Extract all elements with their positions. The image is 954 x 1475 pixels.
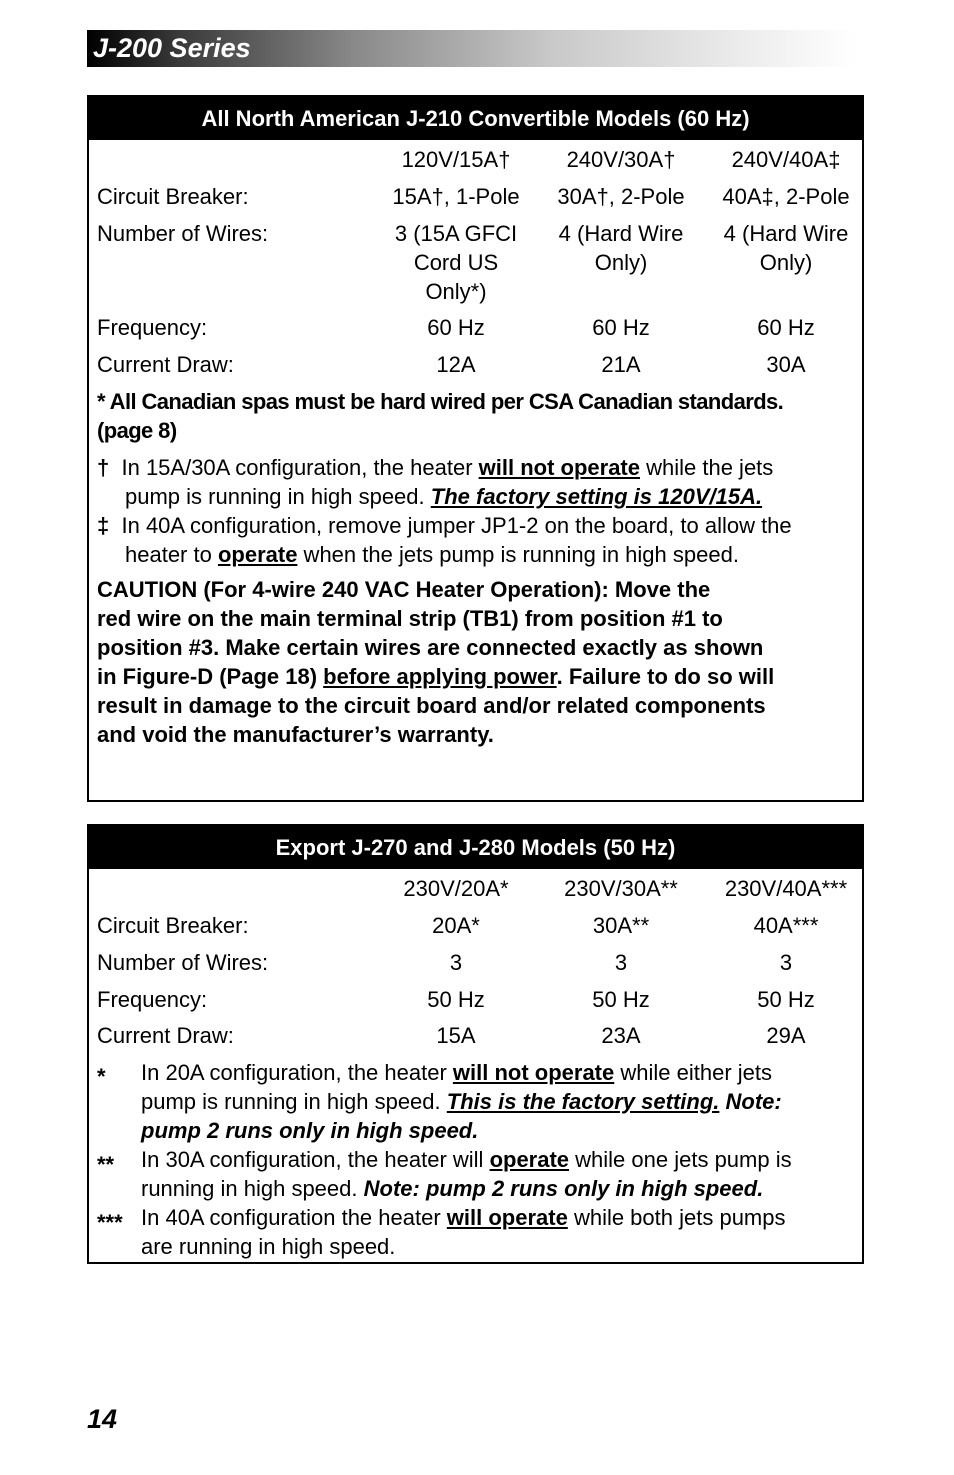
table-cell-line: Only) — [759, 250, 813, 275]
column-header: 230V/40A*** — [724, 876, 848, 901]
row-label: Current Draw: — [97, 1023, 234, 1048]
north-american-models-table — [87, 95, 864, 802]
export-note-40a: In 40A configuration the heater will operate while both jets pumps are running in high speed. — [141, 1205, 786, 1259]
table-title: Export J-270 and J-280 Models (50 Hz) — [89, 826, 862, 869]
table-cell: 3 — [449, 950, 463, 975]
table-cell-line: 4 (Hard Wire — [558, 221, 684, 246]
note-mark: *** — [97, 1210, 123, 1235]
caution-note: CAUTION (For 4-wire 240 VAC Heater Operation): Move the red wire on the main terminal strip (TB1) from position #1 to position #3. Make certain wires are connected exactly as shown in Figure-D (Page 18) before applying power. Failure to do so will result in damage to the circuit board and/or related components and void the manufacturer’s warranty. — [97, 577, 775, 747]
table-cell: 15A — [436, 1023, 476, 1048]
table-cell: 3 — [779, 950, 793, 975]
table-cell: 60 Hz — [427, 315, 485, 340]
row-label: Number of Wires: — [97, 950, 269, 975]
row-label: Current Draw: — [97, 352, 234, 377]
table-cell: 29A — [766, 1023, 806, 1048]
row-label: Number of Wires: — [97, 221, 269, 246]
export-models-table — [87, 824, 864, 1264]
table-cell: 12A — [436, 352, 476, 377]
column-header: 230V/30A** — [564, 876, 678, 901]
table-cell: 50 Hz — [757, 987, 815, 1012]
column-header: 120V/15A† — [401, 147, 511, 172]
column-header: 230V/20A* — [403, 876, 509, 901]
table-cell: 21A — [601, 352, 641, 377]
table-title: All North American J-210 Convertible Models (60 Hz) — [89, 97, 862, 140]
series-title: J-200 Series — [93, 33, 251, 63]
table-cell: 60 Hz — [592, 315, 650, 340]
table-cell — [371, 219, 541, 306]
table-cell: 20A* — [432, 913, 480, 938]
table-cell: 23A — [601, 1023, 641, 1048]
column-header: 240V/40A‡ — [731, 147, 841, 172]
table-cell: 50 Hz — [427, 987, 485, 1012]
row-label: Frequency: — [97, 987, 208, 1012]
table-cell: 60 Hz — [757, 315, 815, 340]
note-mark: ** — [97, 1152, 115, 1177]
table-cell: 40A*** — [753, 913, 819, 938]
page-number: 14 — [87, 1404, 118, 1434]
table-cell: 3 — [614, 950, 628, 975]
dagger-note: † In 15A/30A configuration, the heater will not operate while the jets pump is running in high speed. The factory setting is 120V/15A. — [97, 455, 774, 509]
table-cell: 15A†, 1-Pole — [392, 184, 520, 209]
table-cell-line: 3 (15A GFCI — [394, 221, 518, 246]
table-cell: 30A — [766, 352, 806, 377]
row-label: Circuit Breaker: — [97, 184, 249, 209]
table-cell-line: 4 (Hard Wire — [723, 221, 849, 246]
series-header — [87, 30, 857, 67]
row-label: Circuit Breaker: — [97, 913, 249, 938]
table-cell-line: Only) — [594, 250, 648, 275]
table-cell-line: Cord US — [413, 250, 499, 275]
table-cell: 30A** — [592, 913, 650, 938]
column-header: 240V/30A† — [566, 147, 676, 172]
table-cell — [701, 219, 871, 277]
row-label: Frequency: — [97, 315, 208, 340]
table-cell-line: Only*) — [425, 279, 487, 304]
table-cell: 40A‡, 2-Pole — [722, 184, 850, 209]
canadian-note: * All Canadian spas must be hard wired per CSA Canadian standards. (page 8) — [97, 389, 784, 443]
table-cell: 30A†, 2-Pole — [557, 184, 685, 209]
export-note-20a: In 20A configuration, the heater will not operate while either jets pump is running in high speed. This is the factory setting. Note: pump 2 runs only in high speed. — [141, 1060, 782, 1143]
table-cell — [541, 219, 701, 277]
double-dagger-note: ‡ In 40A configuration, remove jumper JP1-2 on the board, to allow the heater to operate when the jets pump is running in high speed. — [97, 513, 792, 567]
table-cell: 50 Hz — [592, 987, 650, 1012]
note-mark: * — [97, 1064, 106, 1089]
export-note-30a: In 30A configuration, the heater will operate while one jets pump is running in high speed. Note: pump 2 runs only in high speed. — [141, 1147, 792, 1201]
